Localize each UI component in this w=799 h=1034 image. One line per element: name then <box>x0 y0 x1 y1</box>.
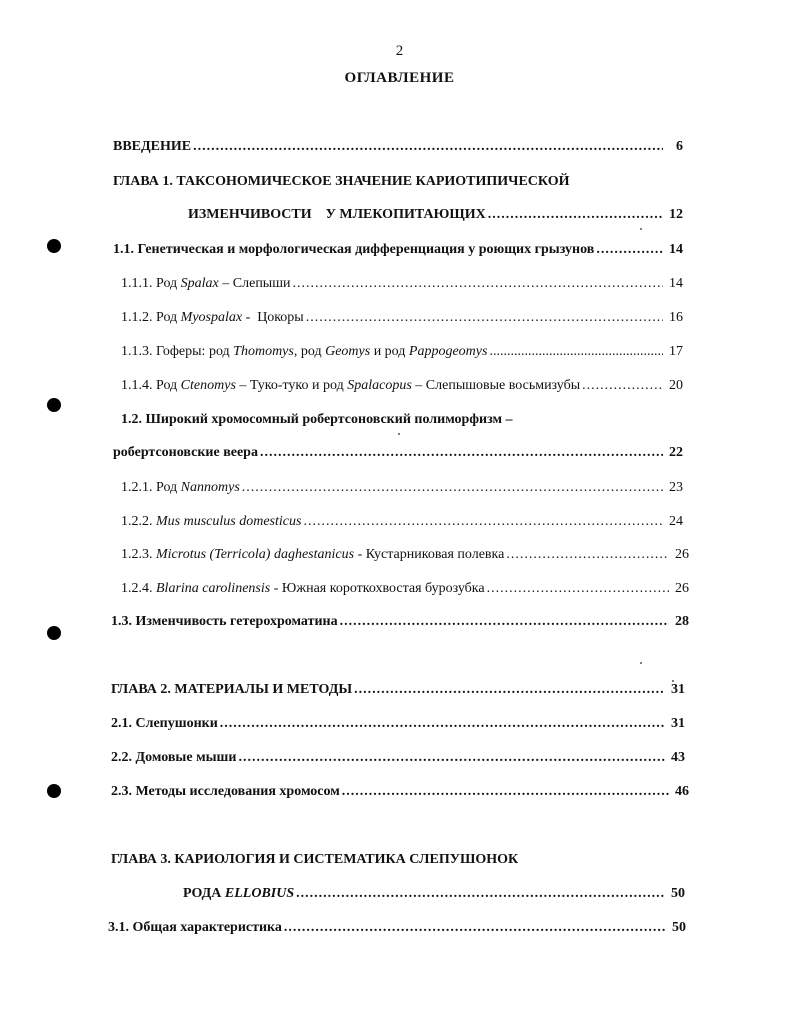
toc-page: 28 <box>675 614 689 629</box>
page-title: ОГЛАВЛЕНИЕ <box>344 70 455 86</box>
toc-entry-1-1-1[interactable] <box>121 275 683 293</box>
toc-page: 50 <box>671 886 685 901</box>
punch-hole-1 <box>47 239 61 253</box>
toc-leader <box>489 343 663 361</box>
toc-entry-1-2-3[interactable] <box>121 546 689 564</box>
toc-label: РОДА ELLOBIUS <box>183 886 295 901</box>
toc-leader <box>293 275 664 293</box>
scan-speck <box>640 662 642 664</box>
toc-label: ГЛАВА 2. МАТЕРИАЛЫ И МЕТОДЫ <box>111 682 353 697</box>
toc-page: 17 <box>669 344 683 359</box>
toc-entry-ch3-line1[interactable]: ГЛАВА 3. КАРИОЛОГИЯ И СИСТЕМАТИКА СЛЕПУШОНОК <box>111 852 519 867</box>
toc-leader <box>340 613 669 631</box>
toc-entry-ch3[interactable] <box>183 885 685 903</box>
toc-page: 46 <box>675 784 689 799</box>
toc-page: 31 <box>671 716 685 731</box>
toc-leader <box>260 444 663 462</box>
toc-page: 26 <box>675 547 689 562</box>
toc-page: 23 <box>669 480 683 495</box>
toc-leader <box>193 138 663 156</box>
toc-entry-ch1[interactable] <box>188 206 683 224</box>
toc-label: 1.3. Изменчивость гетерохроматина <box>111 614 338 629</box>
toc-label: 1.1.3. Гоферы: род Thomomys, род Geomys и род Pappogeomys <box>121 344 488 359</box>
toc-leader <box>220 715 665 733</box>
toc-entry-ch2[interactable] <box>111 681 685 699</box>
toc-entry-2-1[interactable] <box>111 715 685 733</box>
toc-label: 1.1.4. Род Ctenomys – Туко-туко и род Spalacopus – Слепышовые восьмизубы <box>121 378 581 393</box>
toc-page: 43 <box>671 750 685 765</box>
punch-hole-2 <box>47 398 61 412</box>
toc-label: 1.2.3. Microtus (Terricola) daghestanicus - Кустарниковая полевка <box>121 547 505 562</box>
toc-entry-2-3[interactable] <box>111 783 689 801</box>
toc-leader <box>306 309 663 327</box>
toc-leader <box>296 885 665 903</box>
toc-entry-1-1-4[interactable] <box>121 377 683 395</box>
toc-page: 31 <box>671 682 685 697</box>
toc-label: 1.2.4. Blarina carolinensis - Южная короткохвостая бурозубка <box>121 581 485 596</box>
toc-page: 26 <box>675 581 689 596</box>
toc-entry-1-1-2[interactable] <box>121 309 683 327</box>
toc-page: 22 <box>669 445 683 460</box>
toc-page: 16 <box>669 310 683 325</box>
toc-entry-1-1-3[interactable] <box>121 343 683 361</box>
toc-entry-intro[interactable] <box>113 138 683 156</box>
toc-leader <box>242 479 663 497</box>
toc-page: 12 <box>669 207 683 222</box>
toc-leader <box>303 513 663 531</box>
toc-leader <box>284 919 666 937</box>
scan-speck <box>398 433 400 435</box>
toc-page: 14 <box>669 242 683 257</box>
toc-label: ВВЕДЕНИЕ <box>113 139 192 154</box>
toc-entry-1-3[interactable] <box>111 613 689 631</box>
punch-hole-4 <box>47 784 61 798</box>
toc-leader <box>506 546 669 564</box>
punch-hole-3 <box>47 626 61 640</box>
toc-label: 3.1. Общая характеристика <box>108 920 282 935</box>
toc-entry-1-2-4[interactable] <box>121 580 689 598</box>
toc-page: 50 <box>672 920 686 935</box>
toc-entry-ch1-line1[interactable]: ГЛАВА 1. ТАКСОНОМИЧЕСКОЕ ЗНАЧЕНИЕ КАРИОТИПИЧЕСКОЙ <box>113 174 570 189</box>
toc-label: 1.2.1. Род Nannomys <box>121 480 240 495</box>
toc-leader <box>342 783 669 801</box>
toc-label: ИЗМЕНЧИВОСТИ У МЛЕКОПИТАЮЩИХ <box>188 207 486 222</box>
toc-entry-3-1[interactable] <box>108 919 686 937</box>
toc-leader <box>582 377 663 395</box>
toc-leader <box>238 749 665 767</box>
toc-leader <box>488 206 663 224</box>
toc-label: робертсоновские веера <box>113 445 258 460</box>
toc-page: 20 <box>669 378 683 393</box>
scan-speck <box>640 228 642 230</box>
toc-entry-1-1[interactable] <box>113 241 683 259</box>
toc-page: 14 <box>669 276 683 291</box>
toc-label: 1.1.1. Род Spalax – Слепыши <box>121 276 291 291</box>
toc-entry-1-2-2[interactable] <box>121 513 683 531</box>
toc-entry-2-2[interactable] <box>111 749 685 767</box>
toc-label: 1.1. Генетическая и морфологическая дифференциация у роющих грызунов <box>113 242 595 257</box>
toc-label: 1.2.2. Mus musculus domesticus <box>121 514 302 529</box>
toc-label: 2.2. Домовые мыши <box>111 750 237 765</box>
toc-leader <box>487 580 669 598</box>
toc-leader <box>596 241 663 259</box>
page-number: 2 <box>395 43 404 59</box>
toc-label: 2.1. Слепушонки <box>111 716 218 731</box>
toc-page: 6 <box>676 139 683 154</box>
toc-entry-1-2-line1[interactable]: 1.2. Широкий хромосомный робертсоновский полиморфизм – <box>121 412 513 427</box>
toc-page: 24 <box>669 514 683 529</box>
toc-entry-1-2-1[interactable] <box>121 479 683 497</box>
toc-label: 2.3. Методы исследования хромосом <box>111 784 340 799</box>
toc-entry-1-2[interactable] <box>113 444 683 462</box>
toc-leader <box>354 681 665 699</box>
toc-label: 1.1.2. Род Myospalax - Цокоры <box>121 310 304 325</box>
